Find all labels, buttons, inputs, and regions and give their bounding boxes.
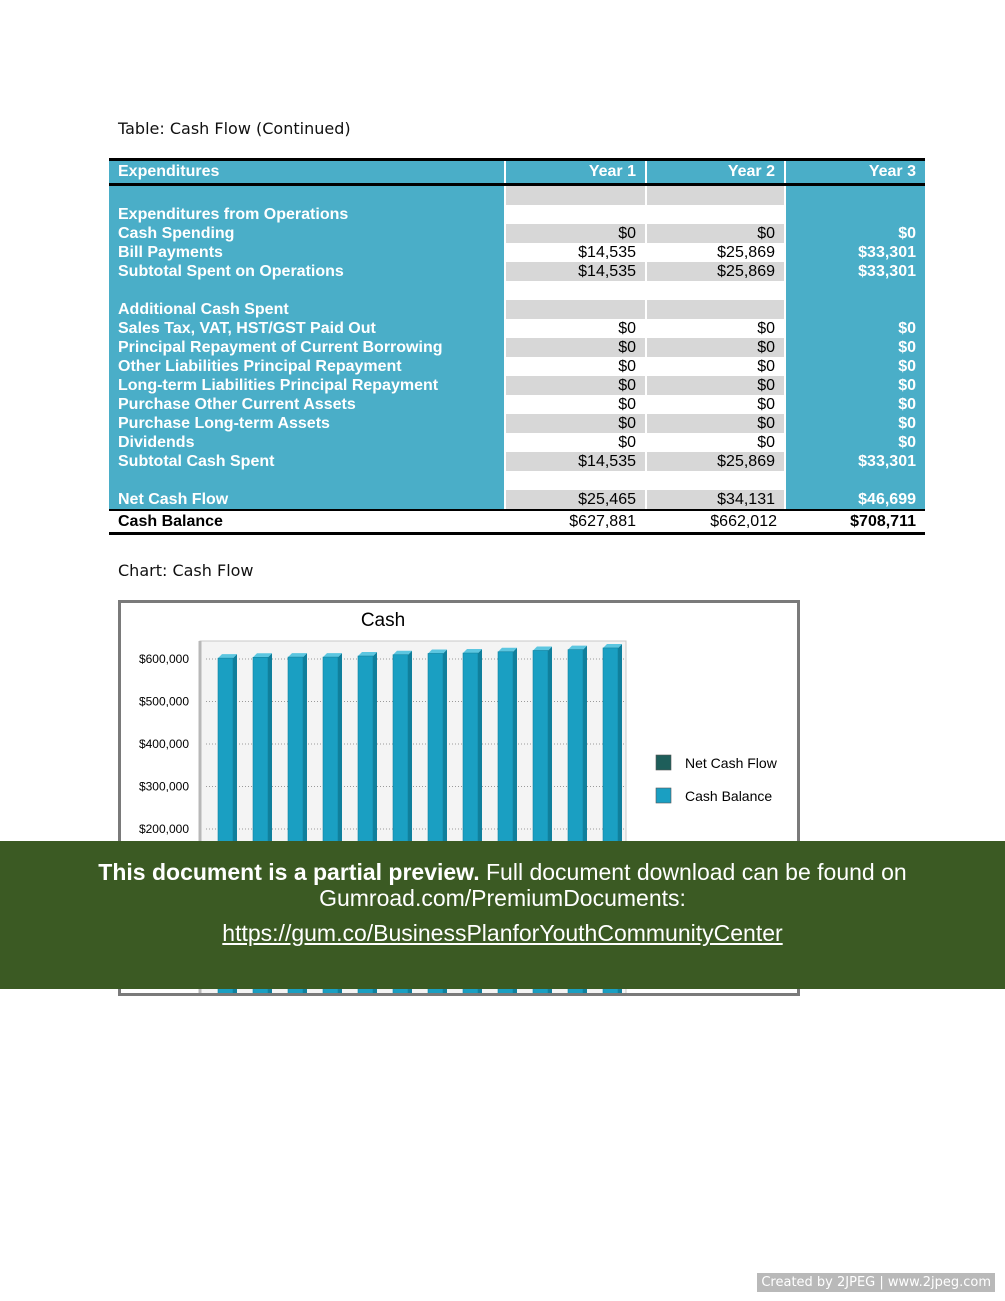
row-value-year-2: $0 <box>645 414 786 433</box>
row-value-year-2: $0 <box>645 376 786 395</box>
row-value-year-2: $25,869 <box>645 243 786 262</box>
table-row <box>109 262 925 281</box>
spacer-cell <box>645 471 786 490</box>
row-value-year-2: $25,869 <box>645 262 786 281</box>
spacer-cell <box>109 471 504 490</box>
row-label: Long-term Liabilities Principal Repayment <box>109 376 504 395</box>
cash-flow-table <box>109 158 925 535</box>
y-tick-label: $600,000 <box>138 652 189 666</box>
row-value-year-3: $46,699 <box>786 490 925 509</box>
total-label: Cash Balance <box>109 511 504 532</box>
spacer-cell <box>504 281 645 300</box>
header-year-3: Year 3 <box>786 161 925 183</box>
row-value-year-1 <box>504 205 645 224</box>
spacer-cell <box>645 281 786 300</box>
table-row <box>109 376 925 395</box>
row-label: Subtotal Spent on Operations <box>109 262 504 281</box>
table-spacer-row <box>109 471 925 490</box>
legend-swatch <box>656 755 671 770</box>
row-value-year-3: $0 <box>786 433 925 452</box>
preview-banner-text <box>0 859 1005 911</box>
row-value-year-1: $0 <box>504 414 645 433</box>
table-caption: Table: Cash Flow (Continued) <box>118 119 351 138</box>
chart-caption: Chart: Cash Flow <box>118 561 254 580</box>
row-value-year-2: $0 <box>645 433 786 452</box>
total-year-2: $662,012 <box>645 511 786 532</box>
download-link[interactable]: https://gum.co/BusinessPlanforYouthCommunityCenter <box>222 920 783 946</box>
spacer-cell <box>786 281 925 300</box>
row-value-year-1: $0 <box>504 433 645 452</box>
row-label: Dividends <box>109 433 504 452</box>
row-value-year-1: $0 <box>504 319 645 338</box>
row-label: Sales Tax, VAT, HST/GST Paid Out <box>109 319 504 338</box>
table-header-row <box>109 161 925 186</box>
header-year-2: Year 2 <box>645 161 786 183</box>
row-label: Bill Payments <box>109 243 504 262</box>
row-value-year-2: $0 <box>645 395 786 414</box>
table-row <box>109 338 925 357</box>
row-value-year-3: $0 <box>786 319 925 338</box>
row-value-year-3: $0 <box>786 224 925 243</box>
row-label: Subtotal Cash Spent <box>109 452 504 471</box>
row-value-year-3: $0 <box>786 338 925 357</box>
spacer-cell <box>786 471 925 490</box>
row-value-year-2: $0 <box>645 338 786 357</box>
row-value-year-1: $14,535 <box>504 452 645 471</box>
row-label: Purchase Other Current Assets <box>109 395 504 414</box>
legend-label: Cash Balance <box>685 788 773 804</box>
row-value-year-1: $14,535 <box>504 262 645 281</box>
row-value-year-2: $25,869 <box>645 452 786 471</box>
spacer-cell <box>109 281 504 300</box>
preview-banner-bold: This document is a partial preview. <box>98 859 480 885</box>
row-value-year-2: $0 <box>645 224 786 243</box>
row-value-year-3: $33,301 <box>786 452 925 471</box>
y-tick-label: $200,000 <box>138 822 189 836</box>
preview-banner-text2: Gumroad.com/PremiumDocuments: <box>319 885 686 911</box>
row-label: Other Liabilities Principal Repayment <box>109 357 504 376</box>
row-label: Principal Repayment of Current Borrowing <box>109 338 504 357</box>
row-value-year-3: $0 <box>786 357 925 376</box>
row-value-year-1: $0 <box>504 224 645 243</box>
table-row <box>109 452 925 471</box>
row-label: Additional Cash Spent <box>109 300 504 319</box>
row-value-year-1: $0 <box>504 357 645 376</box>
total-year-3: $708,711 <box>786 511 925 532</box>
chart-title: Cash <box>360 610 406 631</box>
table-row <box>109 433 925 452</box>
row-value-year-3: $33,301 <box>786 243 925 262</box>
row-label: Net Cash Flow <box>109 490 504 509</box>
watermark: Created by 2JPEG | www.2jpeg.com <box>757 1273 995 1292</box>
spacer-cell <box>109 186 504 205</box>
spacer-cell <box>786 186 925 205</box>
y-tick-label: $300,000 <box>138 779 189 794</box>
total-year-1: $627,881 <box>504 511 645 532</box>
row-value-year-1: $0 <box>504 395 645 414</box>
table-row <box>109 224 925 243</box>
y-tick-label: $500,000 <box>138 694 189 709</box>
row-value-year-2: $34,131 <box>645 490 786 509</box>
row-value-year-3: $33,301 <box>786 262 925 281</box>
table-row <box>109 414 925 433</box>
table-row <box>109 205 925 224</box>
spacer-cell <box>645 186 786 205</box>
row-value-year-1: $14,535 <box>504 243 645 262</box>
spacer-cell <box>504 186 645 205</box>
row-label: Purchase Long-term Assets <box>109 414 504 433</box>
row-value-year-3 <box>786 300 925 319</box>
legend-label: Net Cash Flow <box>685 755 777 771</box>
row-value-year-1: $25,465 <box>504 490 645 509</box>
spacer-cell <box>504 471 645 490</box>
row-value-year-2 <box>645 205 786 224</box>
row-value-year-3 <box>786 205 925 224</box>
row-value-year-2: $0 <box>645 319 786 338</box>
legend-swatch <box>656 788 671 803</box>
table-row <box>109 243 925 262</box>
table-row <box>109 395 925 414</box>
row-value-year-1: $0 <box>504 376 645 395</box>
row-value-year-1: $0 <box>504 338 645 357</box>
table-row <box>109 319 925 338</box>
preview-banner <box>0 841 1005 989</box>
row-value-year-2: $0 <box>645 357 786 376</box>
row-label: Cash Spending <box>109 224 504 243</box>
row-label: Expenditures from Operations <box>109 205 504 224</box>
row-value-year-3: $0 <box>786 395 925 414</box>
header-year-1: Year 1 <box>504 161 645 183</box>
header-expenditures: Expenditures <box>109 161 504 183</box>
table-total-row <box>109 509 925 535</box>
row-value-year-2 <box>645 300 786 319</box>
row-value-year-1 <box>504 300 645 319</box>
row-value-year-3: $0 <box>786 414 925 433</box>
preview-banner-text1: Full document download can be found on <box>479 859 907 885</box>
table-row <box>109 357 925 376</box>
y-tick-label: $400,000 <box>138 737 189 751</box>
table-spacer-row <box>109 281 925 300</box>
row-value-year-3: $0 <box>786 376 925 395</box>
table-row <box>109 490 925 509</box>
table-row <box>109 300 925 319</box>
table-spacer-row <box>109 186 925 205</box>
